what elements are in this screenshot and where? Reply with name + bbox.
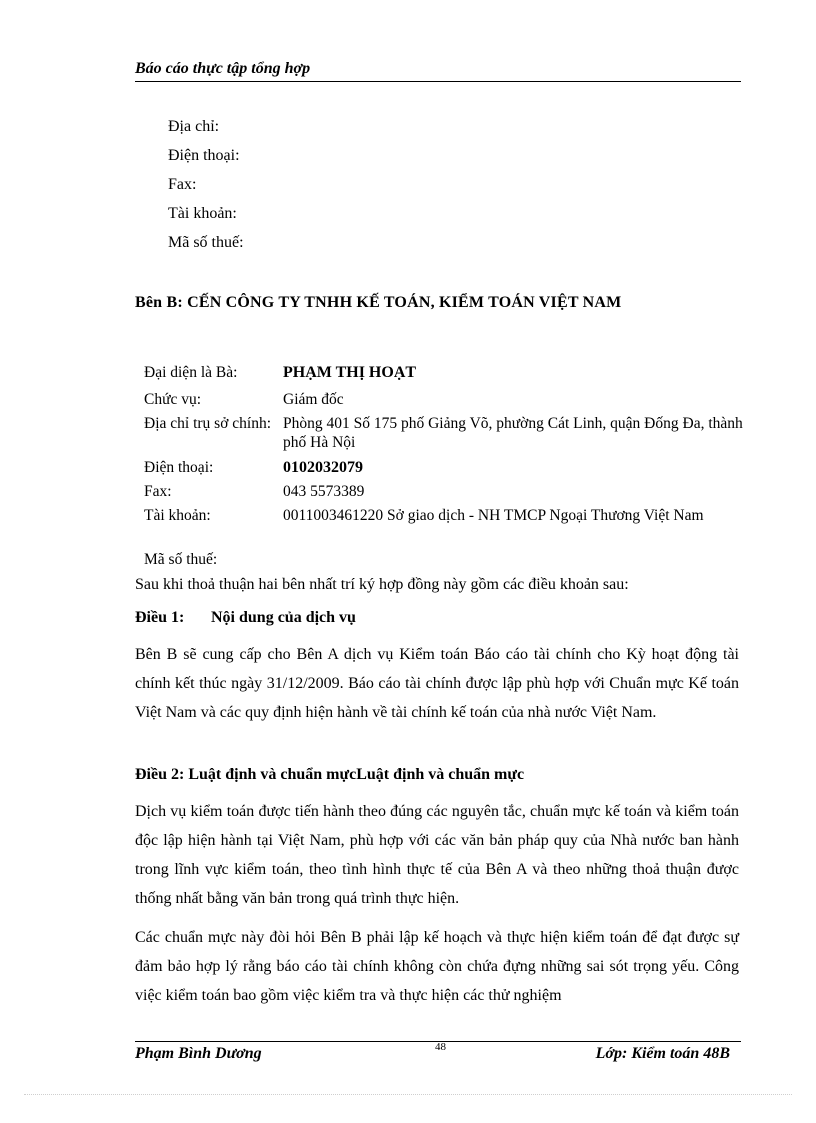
table-row [140,360,747,390]
representative-value: PHẠM THỊ HOẠT [283,364,417,381]
article-1-title: Nội dung của dịch vụ [211,609,356,626]
tax-code-label: Mã số thuế: [144,551,218,568]
phone-label: Điện thoại: [144,459,214,476]
page-boundary-divider [24,1094,792,1095]
fax-label: Fax: [144,483,172,500]
account-value: 0011003461220 Sở giao dịch - NH TMCP Ngoại Thương Việt Nam [283,507,704,524]
party-a-fax-label: Fax: [168,176,197,193]
table-row [140,506,747,550]
party-b-info-table [140,360,747,570]
article-1-body: Bên B sẽ cung cấp cho Bên A dịch vụ Kiểm toán Báo cáo tài chính cho Kỳ hoạt động tài chính kết thúc ngày 31/12/2009. Báo cáo tài chính được lập phù hợp với Chuẩn mực Kế toán Việt Nam và các quy định hiện hành về tài chính kế toán của nhà nước Việt Nam. [135,646,739,721]
tax-code-value [279,550,747,570]
account-label: Tài khoản: [144,507,211,524]
party-b-heading: Bên B: CẾN CÔNG TY TNHH KẾ TOÁN, KIỂM TOÁN VIỆT NAM [135,294,622,311]
party-a-phone-label: Điện thoại: [168,147,240,164]
footer-author: Phạm Bình Dương [135,1045,262,1062]
position-label: Chức vụ: [144,391,202,408]
article-1-number: Điều 1: [135,609,185,626]
party-a-address-label: Địa chỉ: [168,118,220,135]
page-number: 48 [435,1041,446,1053]
table-row [140,390,747,414]
intro-sentence: Sau khi thoả thuận hai bên nhất trí ký hợp đồng này gồm các điều khoản sau: [135,576,629,593]
position-value: Giám đốc [283,391,344,408]
phone-value: 0102032079 [283,459,363,476]
head-office-label: Địa chỉ trụ sở chính: [144,415,272,432]
party-a-account-label: Tài khoản: [168,205,237,222]
table-row [140,458,747,482]
article-2-paragraph-2: Các chuẩn mực này đòi hỏi Bên B phải lập kế hoạch và thực hiện kiểm toán để đạt được sự đảm bảo hợp lý rằng báo cáo tài chính không còn chứa đựng những sai sót trọng yếu. Công việc kiểm toán bao gồm việc kiểm tra và thực hiện các thử nghiệm [135,929,739,1004]
table-row [140,482,747,506]
header-rule [135,81,741,82]
party-a-tax-code-label: Mã số thuế: [168,234,244,251]
footer-class: Lớp: Kiểm toán 48B [595,1045,730,1062]
representative-label: Đại diện là Bà: [144,364,238,381]
article-2-heading: Điều 2: Luật định và chuẩn mựcLuật định và chuẩn mực [135,766,525,783]
head-office-value: Phòng 401 Số 175 phố Giảng Võ, phường Cát Linh, quận Đống Đa, thành phố Hà Nội [283,415,743,451]
party-a-fields [168,117,244,262]
table-row [140,414,747,458]
header-title: Báo cáo thực tập tổng hợp [135,60,311,77]
fax-value: 043 5573389 [283,483,365,500]
table-row [140,550,747,570]
article-1-heading [135,609,356,627]
article-2-paragraph-1: Dịch vụ kiểm toán được tiến hành theo đúng các nguyên tắc, chuẩn mực kế toán và kiểm toán độc lập hiện hành tại Việt Nam, phù hợp với các văn bản pháp quy của Nhà nước ban hành trong lĩnh vực kiểm toán, theo tình hình thực tế của Bên A và theo những thoả thuận được thống nhất bằng văn bản trong quá trình thực hiện. [135,803,739,907]
